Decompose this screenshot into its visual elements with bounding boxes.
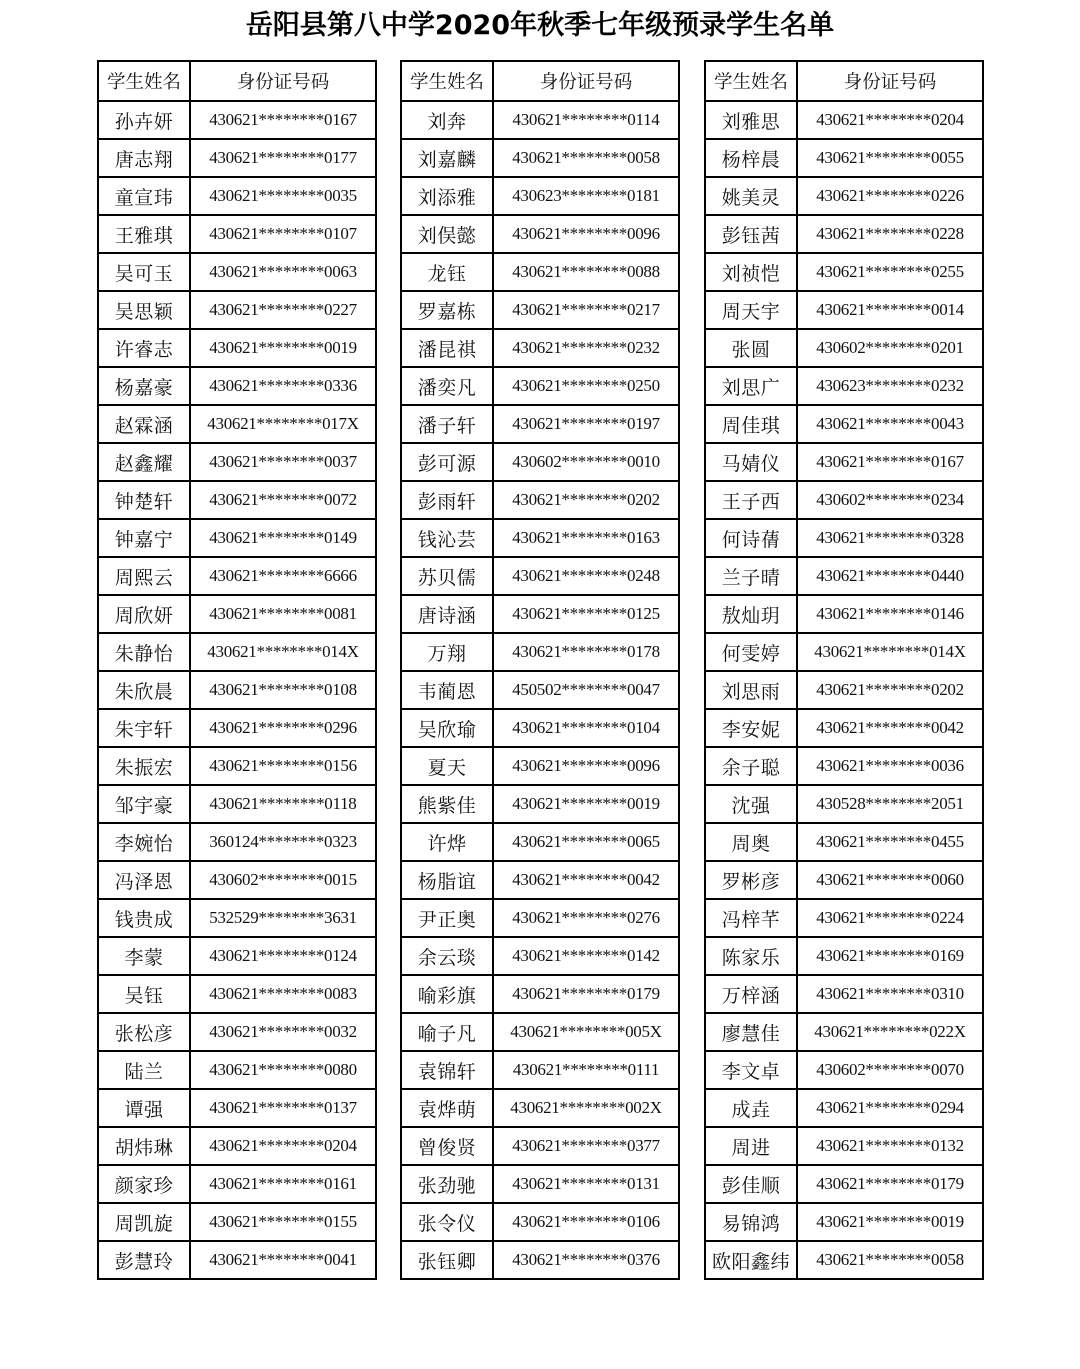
table-row [705,633,983,671]
student-name-cell: 陆兰 [98,1051,190,1089]
table-row [401,747,679,785]
id-number-cell: 430621********0088 [493,253,679,291]
id-number-cell: 430621********0106 [493,1203,679,1241]
table-row [705,329,983,367]
table-row [98,1241,376,1279]
student-name-cell: 曾俊贤 [401,1127,493,1165]
id-number-cell: 450502********0047 [493,671,679,709]
id-number-cell: 430621********0250 [493,367,679,405]
student-name-cell: 颜家珍 [98,1165,190,1203]
id-number-cell: 430621********0169 [797,937,983,975]
table-row [98,405,376,443]
student-name-cell: 苏贝儒 [401,557,493,595]
table-row [98,709,376,747]
table-row [705,861,983,899]
id-number-cell: 430621********0083 [190,975,376,1013]
table-row [98,215,376,253]
student-name-cell: 周凯旋 [98,1203,190,1241]
id-number-cell: 430621********0179 [797,1165,983,1203]
table-row [401,367,679,405]
student-name-cell: 刘嘉麟 [401,139,493,177]
table-row [705,519,983,557]
student-name-cell: 张劲驰 [401,1165,493,1203]
student-name-cell: 彭可源 [401,443,493,481]
id-number-cell: 430621********0167 [190,101,376,139]
table-row [98,1203,376,1241]
id-number-cell: 430621********0204 [797,101,983,139]
student-name-cell: 欧阳鑫纬 [705,1241,797,1279]
id-number-cell: 430621********0111 [493,1051,679,1089]
table-row [705,785,983,823]
table-row [705,899,983,937]
id-number-cell: 430602********0070 [797,1051,983,1089]
student-name-cell: 马婧仪 [705,443,797,481]
id-number-cell: 430621********0328 [797,519,983,557]
id-number-cell: 430621********0137 [190,1089,376,1127]
table-row [705,481,983,519]
student-name-cell: 袁烨萌 [401,1089,493,1127]
id-number-cell: 430621********0058 [797,1241,983,1279]
table-row [98,101,376,139]
table-row [401,1165,679,1203]
student-name-cell: 何诗蒨 [705,519,797,557]
table-row [705,1051,983,1089]
table-row [705,1013,983,1051]
table-row [98,785,376,823]
student-name-cell: 易锦鸿 [705,1203,797,1241]
student-name-cell: 韦蔺恩 [401,671,493,709]
id-number-cell: 430621********0065 [493,823,679,861]
id-number-cell: 360124********0323 [190,823,376,861]
table-row [98,671,376,709]
student-name-cell: 唐志翔 [98,139,190,177]
student-name-cell: 周欣妍 [98,595,190,633]
table-row [98,253,376,291]
id-number-cell: 430621********0142 [493,937,679,975]
table-header-row [401,61,679,101]
id-number-cell: 430621********0294 [797,1089,983,1127]
table-row [98,443,376,481]
table-row [705,671,983,709]
id-number-cell: 430621********0228 [797,215,983,253]
table-row [401,899,679,937]
id-number-cell: 430621********0125 [493,595,679,633]
id-number-cell: 430623********0232 [797,367,983,405]
table-row [401,861,679,899]
header-student-name: 学生姓名 [401,61,493,101]
id-number-cell: 430621********0202 [797,671,983,709]
student-name-cell: 罗嘉栋 [401,291,493,329]
table-row [401,595,679,633]
table-row [98,1165,376,1203]
id-number-cell: 430621********0032 [190,1013,376,1051]
id-number-cell: 430621********0080 [190,1051,376,1089]
id-number-cell: 430621********0227 [190,291,376,329]
table-row [401,139,679,177]
table-row [98,1127,376,1165]
student-name-cell: 张钰卿 [401,1241,493,1279]
table-row [401,671,679,709]
table-row [401,443,679,481]
table-row [401,785,679,823]
student-name-cell: 胡炜琳 [98,1127,190,1165]
id-number-cell: 430621********0041 [190,1241,376,1279]
student-name-cell: 王子西 [705,481,797,519]
id-number-cell: 430621********0114 [493,101,679,139]
table-row [401,291,679,329]
id-number-cell: 430621********0108 [190,671,376,709]
table-row [98,1013,376,1051]
table-row [401,1203,679,1241]
id-number-cell: 430621********0232 [493,329,679,367]
id-number-cell: 430621********0149 [190,519,376,557]
table-row [705,215,983,253]
student-name-cell: 刘添雅 [401,177,493,215]
student-name-cell: 刘雅思 [705,101,797,139]
student-name-cell: 童宣玮 [98,177,190,215]
table-row [401,1013,679,1051]
table-row [705,1165,983,1203]
table-row [705,253,983,291]
table-row [401,253,679,291]
table-row [705,139,983,177]
student-name-cell: 冯泽恩 [98,861,190,899]
id-number-cell: 430621********0156 [190,747,376,785]
student-name-cell: 张圆 [705,329,797,367]
table-row [98,329,376,367]
id-number-cell: 430621********014X [797,633,983,671]
student-name-cell: 周天宇 [705,291,797,329]
student-name-cell: 杨脂谊 [401,861,493,899]
student-name-cell: 李婉怡 [98,823,190,861]
id-number-cell: 430621********0132 [797,1127,983,1165]
table-row [705,1127,983,1165]
student-name-cell: 张令仪 [401,1203,493,1241]
id-number-cell: 430528********2051 [797,785,983,823]
id-number-cell: 430621********0161 [190,1165,376,1203]
student-name-cell: 兰子晴 [705,557,797,595]
id-number-cell: 430602********0010 [493,443,679,481]
student-name-cell: 彭钰茜 [705,215,797,253]
id-number-cell: 430621********0202 [493,481,679,519]
id-number-cell: 430602********0015 [190,861,376,899]
table-row [401,557,679,595]
table-row [705,291,983,329]
id-number-cell: 430621********002X [493,1089,679,1127]
id-number-cell: 430621********0310 [797,975,983,1013]
id-number-cell: 430621********0167 [797,443,983,481]
student-name-cell: 吴思颖 [98,291,190,329]
table-row [98,557,376,595]
student-name-cell: 周熙云 [98,557,190,595]
table-row [401,709,679,747]
student-name-cell: 吴欣瑜 [401,709,493,747]
table-row [705,823,983,861]
id-number-cell: 430621********0019 [493,785,679,823]
id-number-cell: 430623********0181 [493,177,679,215]
student-name-cell: 朱宇轩 [98,709,190,747]
document-title: 岳阳县第八中学2020年秋季七年级预录学生名单 [245,10,835,41]
student-name-cell: 余云琰 [401,937,493,975]
id-number-cell: 532529********3631 [190,899,376,937]
student-name-cell: 刘思雨 [705,671,797,709]
id-number-cell: 430621********0197 [493,405,679,443]
table-row [705,937,983,975]
table-row [401,937,679,975]
table-row [705,595,983,633]
table-row [98,291,376,329]
student-name-cell: 余子聪 [705,747,797,785]
table-row [705,443,983,481]
table-row [98,595,376,633]
student-name-cell: 钟楚轩 [98,481,190,519]
table-row [401,633,679,671]
id-number-cell: 430621********0226 [797,177,983,215]
student-name-cell: 潘昆祺 [401,329,493,367]
id-number-cell: 430621********0035 [190,177,376,215]
table-row [401,1241,679,1279]
table-row [98,899,376,937]
roster-table-1 [97,60,377,1280]
id-number-cell: 430621********0124 [190,937,376,975]
id-number-cell: 430621********022X [797,1013,983,1051]
id-number-cell: 430602********0201 [797,329,983,367]
header-id-number: 身份证号码 [190,61,376,101]
student-name-cell: 成垚 [705,1089,797,1127]
table-row [705,101,983,139]
table-row [705,177,983,215]
id-number-cell: 430621********005X [493,1013,679,1051]
student-name-cell: 朱静怡 [98,633,190,671]
student-name-cell: 彭佳顺 [705,1165,797,1203]
id-number-cell: 430621********0042 [493,861,679,899]
student-name-cell: 谭强 [98,1089,190,1127]
student-name-cell: 罗彬彦 [705,861,797,899]
id-number-cell: 430621********0276 [493,899,679,937]
table-row [98,1089,376,1127]
student-name-cell: 唐诗涵 [401,595,493,633]
table-row [98,177,376,215]
id-number-cell: 430621********0146 [797,595,983,633]
student-name-cell: 李安妮 [705,709,797,747]
student-name-cell: 刘思广 [705,367,797,405]
student-name-cell: 杨嘉豪 [98,367,190,405]
id-number-cell: 430621********0224 [797,899,983,937]
roster-table-3 [704,60,984,1280]
student-name-cell: 李文卓 [705,1051,797,1089]
student-name-cell: 彭慧玲 [98,1241,190,1279]
student-name-cell: 吴可玉 [98,253,190,291]
table-row [401,1089,679,1127]
student-name-cell: 邹宇豪 [98,785,190,823]
table-row [98,367,376,405]
id-number-cell: 430621********0131 [493,1165,679,1203]
student-name-cell: 刘奔 [401,101,493,139]
id-number-cell: 430621********0440 [797,557,983,595]
id-number-cell: 430621********0255 [797,253,983,291]
student-name-cell: 李蒙 [98,937,190,975]
id-number-cell: 430621********014X [190,633,376,671]
student-name-cell: 钟嘉宁 [98,519,190,557]
id-number-cell: 430621********0019 [797,1203,983,1241]
id-number-cell: 430621********0043 [797,405,983,443]
id-number-cell: 430621********0096 [493,747,679,785]
student-name-cell: 王雅琪 [98,215,190,253]
student-name-cell: 袁锦轩 [401,1051,493,1089]
id-number-cell: 430621********0377 [493,1127,679,1165]
table-row [401,177,679,215]
id-number-cell: 430621********0155 [190,1203,376,1241]
student-name-cell: 喻彩旗 [401,975,493,1013]
student-name-cell: 敖灿玥 [705,595,797,633]
student-name-cell: 陈家乐 [705,937,797,975]
student-name-cell: 尹正奥 [401,899,493,937]
id-number-cell: 430621********017X [190,405,376,443]
student-name-cell: 冯梓芊 [705,899,797,937]
id-number-cell: 430621********0336 [190,367,376,405]
id-number-cell: 430621********0081 [190,595,376,633]
table-header-row [98,61,376,101]
student-name-cell: 赵鑫耀 [98,443,190,481]
student-name-cell: 何雯婷 [705,633,797,671]
table-row [401,823,679,861]
student-name-cell: 孙卉妍 [98,101,190,139]
header-student-name: 学生姓名 [98,61,190,101]
table-row [705,367,983,405]
header-id-number: 身份证号码 [493,61,679,101]
student-name-cell: 朱欣晨 [98,671,190,709]
student-name-cell: 朱振宏 [98,747,190,785]
table-row [98,481,376,519]
id-number-cell: 430621********0019 [190,329,376,367]
id-number-cell: 430621********0107 [190,215,376,253]
table-row [705,747,983,785]
student-name-cell: 姚美灵 [705,177,797,215]
roster-table-2 [400,60,680,1280]
id-number-cell: 430621********0178 [493,633,679,671]
table-row [98,633,376,671]
student-name-cell: 周奥 [705,823,797,861]
student-name-cell: 万梓涵 [705,975,797,1013]
table-row [98,1051,376,1089]
student-name-cell: 刘祯恺 [705,253,797,291]
id-number-cell: 430621********0204 [190,1127,376,1165]
table-row [401,405,679,443]
table-row [98,747,376,785]
table-row [98,519,376,557]
id-number-cell: 430621********0118 [190,785,376,823]
id-number-cell: 430621********0072 [190,481,376,519]
student-name-cell: 刘俣懿 [401,215,493,253]
student-name-cell: 彭雨轩 [401,481,493,519]
id-number-cell: 430621********0179 [493,975,679,1013]
id-number-cell: 430602********0234 [797,481,983,519]
student-name-cell: 杨梓晨 [705,139,797,177]
id-number-cell: 430621********0058 [493,139,679,177]
student-name-cell: 赵霖涵 [98,405,190,443]
table-row [98,823,376,861]
id-number-cell: 430621********0042 [797,709,983,747]
id-number-cell: 430621********6666 [190,557,376,595]
table-row [705,1203,983,1241]
header-id-number: 身份证号码 [797,61,983,101]
id-number-cell: 430621********0177 [190,139,376,177]
student-name-cell: 周佳琪 [705,405,797,443]
student-name-cell: 周进 [705,1127,797,1165]
id-number-cell: 430621********0376 [493,1241,679,1279]
id-number-cell: 430621********0096 [493,215,679,253]
student-name-cell: 吴钰 [98,975,190,1013]
table-row [401,1127,679,1165]
id-number-cell: 430621********0163 [493,519,679,557]
id-number-cell: 430621********0217 [493,291,679,329]
table-row [705,557,983,595]
student-name-cell: 钱沁芸 [401,519,493,557]
table-row [401,975,679,1013]
student-name-cell: 潘奕凡 [401,367,493,405]
student-name-cell: 熊紫佳 [401,785,493,823]
table-header-row [705,61,983,101]
table-row [401,329,679,367]
id-number-cell: 430621********0014 [797,291,983,329]
student-name-cell: 张松彦 [98,1013,190,1051]
student-name-cell: 廖慧佳 [705,1013,797,1051]
table-row [705,405,983,443]
student-name-cell: 万翔 [401,633,493,671]
table-row [98,861,376,899]
table-row [401,215,679,253]
id-number-cell: 430621********0055 [797,139,983,177]
header-student-name: 学生姓名 [705,61,797,101]
table-row [401,101,679,139]
student-name-cell: 沈强 [705,785,797,823]
id-number-cell: 430621********0037 [190,443,376,481]
table-row [98,937,376,975]
id-number-cell: 430621********0248 [493,557,679,595]
student-name-cell: 潘子轩 [401,405,493,443]
table-row [401,481,679,519]
student-name-cell: 夏天 [401,747,493,785]
id-number-cell: 430621********0455 [797,823,983,861]
table-row [401,1051,679,1089]
id-number-cell: 430621********0063 [190,253,376,291]
id-number-cell: 430621********0036 [797,747,983,785]
table-row [705,1089,983,1127]
table-row [705,1241,983,1279]
table-row [98,975,376,1013]
id-number-cell: 430621********0104 [493,709,679,747]
table-row [98,139,376,177]
table-row [401,519,679,557]
id-number-cell: 430621********0296 [190,709,376,747]
table-row [705,975,983,1013]
student-name-cell: 喻子凡 [401,1013,493,1051]
id-number-cell: 430621********0060 [797,861,983,899]
student-name-cell: 龙钰 [401,253,493,291]
student-name-cell: 许睿志 [98,329,190,367]
student-name-cell: 钱贵成 [98,899,190,937]
student-name-cell: 许烨 [401,823,493,861]
table-row [705,709,983,747]
